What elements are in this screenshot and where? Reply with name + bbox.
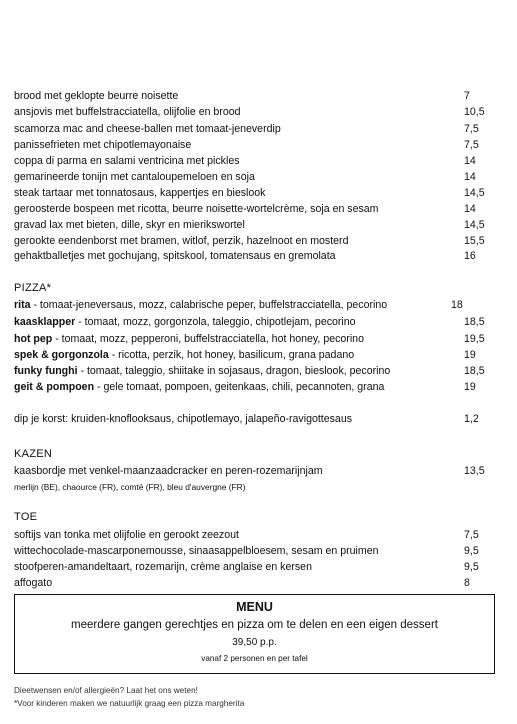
section-title-kazen: KAZEN: [14, 448, 53, 460]
set-menu-note: vanaf 2 personen en per tafel: [201, 654, 308, 663]
item-price: 16: [464, 250, 476, 262]
item-name: softijs van tonka met olijfolie en gerookt zeezout: [14, 529, 239, 541]
set-menu-title: MENU: [236, 600, 273, 614]
pizza-desc: - tomaat, mozz, gorgonzola, taleggio, chipotlejam, pecorino: [75, 316, 356, 328]
pizza-name: funky funghi: [14, 365, 78, 377]
item-price: 18: [451, 299, 463, 311]
pizza-item: [14, 296, 504, 314]
item-price: 7,5: [464, 139, 479, 151]
item-price: 7,5: [464, 529, 479, 541]
item-name: gravad lax met bieten, dille, skyr en mierikswortel: [14, 219, 245, 231]
item-price: 19: [464, 349, 476, 361]
cheese-list: merlijn (BE), chaource (FR), comté (FR), bleu d'auvergne (FR): [14, 482, 246, 492]
item-name: brood met geklopte beurre noisette: [14, 90, 179, 102]
item-name: gemarineerde tonijn met cantaloupemeloen en soja: [14, 171, 255, 183]
item-price: 1,2: [464, 413, 479, 425]
item-price: 14,5: [464, 219, 485, 231]
item-name: kaasbordje met venkel-maanzaadcracker en peren-rozemarijnjam: [14, 465, 323, 477]
item-price: 19,5: [464, 333, 485, 345]
item-price: 14: [464, 203, 476, 215]
allergy-note: Dieetwensen en/of allergieën? Laat het ons weten!: [14, 686, 198, 695]
item-price: 8: [464, 577, 470, 589]
item-price: 9,5: [464, 545, 479, 557]
item-name: scamorza mac and cheese-ballen met tomaat-jeneverdip: [14, 123, 281, 135]
kids-note: *Voor kinderen maken we natuurlijk graag een pizza margherita: [14, 699, 245, 708]
item-name: panissefrieten met chipotlemayonaise: [14, 139, 192, 151]
pizza-desc: - tomaat, taleggio, shiitake in sojasaus, dragon, bieslook, pecorino: [77, 365, 391, 377]
pizza-item: [14, 378, 504, 396]
pizza-name: kaasklapper: [14, 316, 76, 328]
item-price: 14,5: [464, 187, 485, 199]
menu-item: [14, 103, 504, 121]
item-price: 19: [464, 381, 476, 393]
item-name: wittechocolade-mascarponemousse, sinaasappelbloesem, sesam en pruimen: [14, 545, 379, 557]
section-title-pizza: PIZZA*: [14, 282, 52, 294]
pizza-name: hot pep: [14, 333, 53, 345]
pizza-name: spek & gorgonzola: [14, 349, 109, 361]
pizza-name: geit & pompoen: [14, 381, 95, 393]
item-price: 13,5: [464, 465, 485, 477]
menu-item: [14, 574, 504, 592]
item-name: dip je korst: kruiden-knoflooksaus, chipotlemayo, jalapeño-ravigottesaus: [14, 413, 353, 425]
set-menu-box: [14, 594, 495, 674]
pizza-desc: - gele tomaat, pompoen, geitenkaas, chili, pecannoten, grana: [94, 381, 385, 393]
item-name: gerookte eendenborst met bramen, witlof, perzik, hazelnoot en mosterd: [14, 235, 349, 247]
item-name: coppa di parma en salami ventricina met pickles: [14, 155, 240, 167]
pizza-name: rita: [14, 299, 31, 311]
item-price: 18,5: [464, 316, 485, 328]
dip-item: [14, 410, 504, 428]
pizza-desc: - tomaat, mozz, pepperoni, buffelstracciatella, hot honey, pecorino: [52, 333, 364, 345]
pizza-desc: - tomaat-jeneversaus, mozz, calabrische peper, buffelstracciatella, pecorino: [30, 299, 388, 311]
set-menu-price: 39,50 p.p.: [232, 637, 277, 648]
item-name: ansjovis met buffelstracciatella, olijfolie en brood: [14, 106, 241, 118]
item-price: 9,5: [464, 561, 479, 573]
set-menu-description: meerdere gangen gerechtjes en pizza om te delen en een eigen dessert: [71, 619, 438, 631]
item-price: 7,5: [464, 123, 479, 135]
item-price: 15,5: [464, 235, 485, 247]
pizza-desc: - ricotta, perzik, hot honey, basilicum, grana padano: [108, 349, 355, 361]
item-price: 10,5: [464, 106, 485, 118]
item-price: 14: [464, 155, 476, 167]
item-name: geroosterde bospeen met ricotta, beurre noisette-wortelcrème, soja en sesam: [14, 203, 379, 215]
item-price: 18,5: [464, 365, 485, 377]
section-title-toe: TOE: [14, 511, 38, 523]
pizza-item: [14, 313, 504, 331]
menu-item: [14, 247, 504, 265]
item-price: 14: [464, 171, 476, 183]
item-name: stoofperen-amandeltaart, rozemarijn, crème anglaise en kersen: [14, 561, 312, 573]
item-name: steak tartaar met tonnatosaus, kappertjes en bieslook: [14, 187, 266, 199]
item-price: 7: [464, 90, 470, 102]
item-name: gehaktballetjes met gochujang, spitskool, tomatensaus en gremolata: [14, 250, 336, 262]
menu-item: [14, 462, 504, 480]
item-name: affogato: [14, 577, 53, 589]
